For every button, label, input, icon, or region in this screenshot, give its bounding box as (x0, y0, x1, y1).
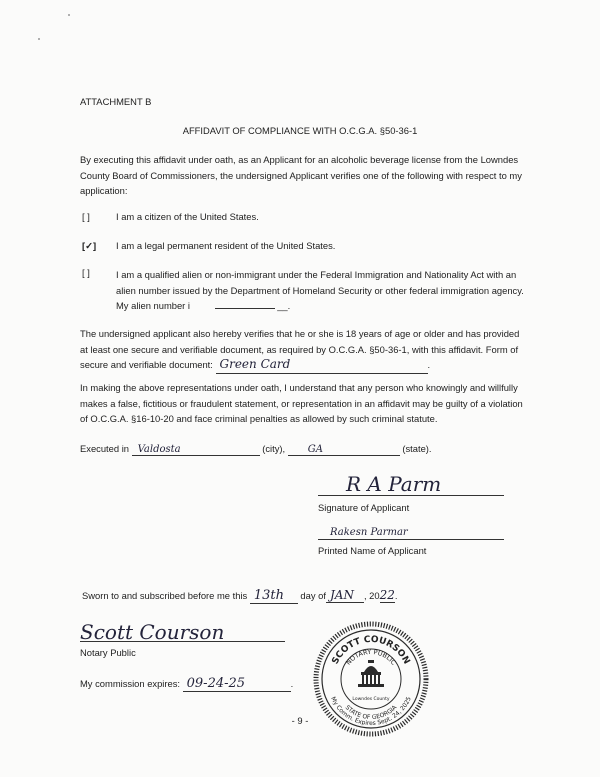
city-field[interactable]: Valdosta (132, 444, 260, 456)
sworn-line: Sworn to and subscribed before me this 13th day of JAN , 2022. (82, 588, 398, 603)
option-text-alien (116, 267, 528, 314)
sworn-year-prefix: , 20 (363, 590, 380, 601)
alien-number-field[interactable] (215, 308, 275, 309)
notary-line (80, 641, 285, 642)
printed-name-value: Rakesn Parmar (330, 527, 408, 538)
sworn-day-label: day of (300, 590, 326, 601)
intro-paragraph: By executing this affidavit under oath, as an Applicant for an alcoholic beverage license from the Lowndes County Board of Commissioners, the undersigned Applicant verifies one of the following with respect to my application: (80, 154, 522, 196)
capitol-dome-icon (358, 660, 384, 687)
option-checkbox-resident[interactable]: [✓] (82, 240, 97, 251)
page-number: - 9 - (291, 715, 309, 726)
alien-tail: __. (277, 300, 291, 311)
notary-signature: Scott Courson (80, 620, 225, 644)
printed-name-label: Printed Name of Applicant (318, 545, 427, 556)
option-text-resident: I am a legal permanent resident of the United States. (116, 240, 336, 251)
scan-speck (68, 14, 70, 16)
commission-label: My commission expires: (80, 678, 181, 689)
seal-state-text: STATE OF GEORGIA (343, 704, 399, 722)
sworn-month-field[interactable]: JAN (326, 588, 364, 603)
state-label: (state). (402, 443, 432, 454)
seal-county-text: Lowndes County (352, 697, 390, 702)
seal-expires-text: My Comm. Expires Sept. 24, 2025 (329, 695, 413, 728)
option-checkbox-alien[interactable]: [ ] (82, 267, 90, 278)
alien-text: I am a qualified alien or non-immigrant under the Federal Immigration and Nationality Act with an alien number issued by the Department of Homeland Security or other federal immigration agency. My alien number i (116, 269, 524, 311)
seal-top-text: SCOTT COURSON (330, 634, 412, 667)
option-checkbox-citizen[interactable]: [ ] (82, 211, 90, 222)
verify-paragraph: The undersigned applicant also hereby verifies that he or she is 18 years of age or older and has provided at least one secure and verifiable document, as required by O.C.G.A. §50-36-1, with this affidavit. Form of secure and verifiable document: Green Card . (80, 326, 528, 374)
verify-text: The undersigned applicant also hereby verifies that he or she is 18 years of age or older and has provided at least one secure and verifiable document, as required by O.C.G.A. §50-36-1, with this affidavit. Form of secure and verifiable document: (80, 328, 520, 370)
sworn-day-field[interactable]: 13th (250, 588, 298, 604)
representation-paragraph: In making the above representations under oath, I understand that any person who knowingly and willfully makes a false, fictitious or fraudulent statement, or representation in an affidavit may be guilty of a violation of O.C.G.A. §16-10-20 and face criminal penalties as allowed by such criminal statute. (80, 382, 523, 424)
commission-line: My commission expires: 09-24-25 . (80, 676, 294, 691)
scan-speck (38, 38, 40, 40)
executed-prefix: Executed in (80, 443, 129, 454)
seal-inner-text: NOTARY PUBLIC (344, 647, 398, 667)
signature-line (318, 495, 504, 496)
document-field[interactable]: Green Card (216, 357, 428, 374)
signature-label: Signature of Applicant (318, 502, 410, 513)
option-text-citizen: I am a citizen of the United States. (116, 211, 259, 222)
notary-label: Notary Public (80, 647, 136, 658)
printed-name-line (318, 539, 504, 540)
applicant-signature: R A Parm (346, 472, 442, 496)
attachment-label: ATTACHMENT B (80, 96, 152, 107)
state-field[interactable]: GA (288, 444, 400, 456)
executed-line (80, 443, 432, 456)
sworn-prefix: Sworn to and subscribed before me this (82, 590, 248, 601)
sworn-year-field[interactable]: 22 (379, 588, 395, 602)
page-title: AFFIDAVIT OF COMPLIANCE WITH O.C.G.A. §50-36-1 (182, 125, 418, 136)
city-label: (city), (262, 443, 286, 454)
commission-expiry-field[interactable]: 09-24-25 (183, 676, 291, 692)
